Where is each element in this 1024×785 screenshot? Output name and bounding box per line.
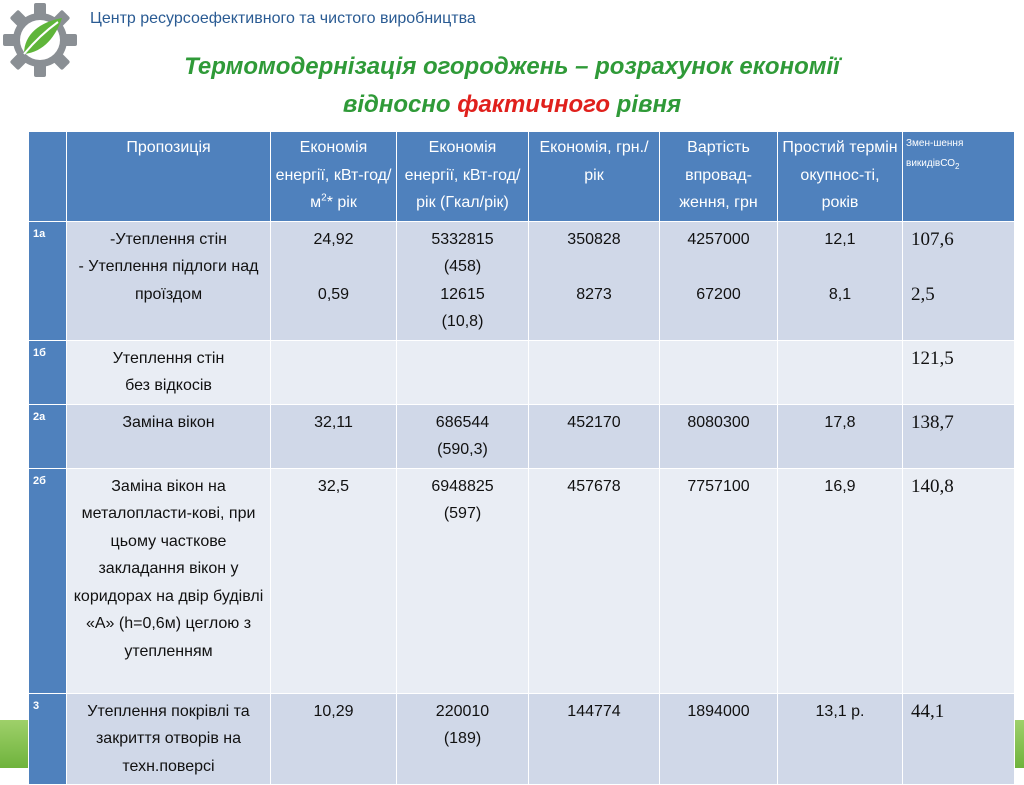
row-payback: 13,1 р. <box>778 693 903 785</box>
row-co2-reduction: 44,1 <box>903 693 1015 785</box>
row-energy-total: 5332815 (458) 12615 (10,8) <box>397 221 529 340</box>
header-payback: Простий термін окупнос-ті, років <box>778 132 903 222</box>
row-proposal: -Утеплення стін - Утеплення підлоги над проїздом <box>67 221 271 340</box>
row-implementation-cost: 8080300 <box>660 404 778 468</box>
row-payback: 17,8 <box>778 404 903 468</box>
table-row <box>29 404 1015 468</box>
title-suffix: рівня <box>609 91 682 118</box>
row-implementation-cost: 1894000 <box>660 693 778 785</box>
row-implementation-cost: 7757100 <box>660 468 778 693</box>
table-row <box>29 221 1015 340</box>
row-co2-reduction: 121,5 <box>903 340 1015 404</box>
row-energy-per-m2: 24,92 0,59 <box>271 221 397 340</box>
row-payback: 16,9 <box>778 468 903 693</box>
header-money-savings: Економія, грн./рік <box>529 132 660 222</box>
row-co2-reduction: 140,8 <box>903 468 1015 693</box>
row-proposal: Заміна вікон <box>67 404 271 468</box>
header-proposal: Пропозиція <box>67 132 271 222</box>
row-co2-reduction: 107,6 2,5 <box>903 221 1015 340</box>
row-id: 3 <box>29 693 67 785</box>
row-co2-reduction: 138,7 <box>903 404 1015 468</box>
row-implementation-cost <box>660 340 778 404</box>
row-implementation-cost: 4257000 67200 <box>660 221 778 340</box>
header-implementation-cost: Вартість впровад-ження, грн <box>660 132 778 222</box>
title-line-1: Термомодернізація огороджень – розрахунок економії <box>184 53 840 80</box>
row-id: 2а <box>29 404 67 468</box>
row-energy-total: 686544 (590,3) <box>397 404 529 468</box>
row-money-savings: 350828 8273 <box>529 221 660 340</box>
savings-table <box>28 131 1015 785</box>
row-id: 1б <box>29 340 67 404</box>
row-money-savings: 452170 <box>529 404 660 468</box>
row-id: 1а <box>29 221 67 340</box>
table-row <box>29 693 1015 785</box>
row-energy-per-m2: 10,29 <box>271 693 397 785</box>
row-proposal: Утеплення покрівлі та закриття отворів на техн.поверсі <box>67 693 271 785</box>
row-proposal: Заміна вікон на металопласти-кові, при цьому часткове закладання вікон у коридорах на двір будівлі «А» (h=0,6м) цеглою з утепленням <box>67 468 271 693</box>
table-row <box>29 468 1015 693</box>
row-proposal: Утеплення стін без відкосів <box>67 340 271 404</box>
table-header-row <box>29 132 1015 222</box>
row-id: 2б <box>29 468 67 693</box>
title-highlight: фактичного <box>457 91 610 118</box>
row-energy-per-m2 <box>271 340 397 404</box>
page-title <box>30 48 994 124</box>
row-money-savings <box>529 340 660 404</box>
organization-name: Центр ресурсоефективного та чистого виробництва <box>90 10 476 27</box>
row-payback <box>778 340 903 404</box>
row-money-savings: 144774 <box>529 693 660 785</box>
row-energy-total: 220010 (189) <box>397 693 529 785</box>
header-co2-reduction: Змен-шення викидівСО$_2$ <box>903 132 1015 222</box>
title-prefix: відносно <box>342 91 458 118</box>
header-energy-per-m2: Економія енергії, кВт-$год/м^2*$ рік <box>271 132 397 222</box>
row-energy-per-m2: 32,5 <box>271 468 397 693</box>
row-payback: 12,1 8,1 <box>778 221 903 340</box>
row-energy-per-m2: 32,11 <box>271 404 397 468</box>
header-energy-total: Економія енергії, кВт-год/рік (Гкал/рік) <box>397 132 529 222</box>
header-id-cell <box>29 132 67 222</box>
table-row <box>29 340 1015 404</box>
row-energy-total <box>397 340 529 404</box>
title-line-2 <box>30 86 994 124</box>
row-money-savings: 457678 <box>529 468 660 693</box>
row-energy-total: 6948825 (597) <box>397 468 529 693</box>
